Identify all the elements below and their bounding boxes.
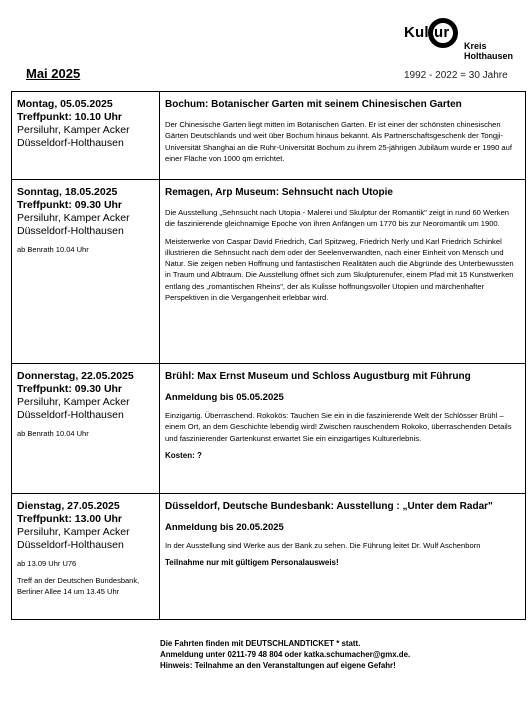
event-departure-note: ab 13.09 Uhr U76 <box>17 559 77 568</box>
event-cost: Kosten: ? <box>165 450 202 460</box>
event-details <box>160 494 526 620</box>
event-day: Sonntag, 18.05.2025 <box>17 186 118 198</box>
event-title: Brühl: Max Ernst Museum und Schloss Augustburg mit Führung <box>165 371 471 382</box>
event-day: Donnerstag, 22.05.2025 <box>17 370 134 382</box>
event-meta <box>12 364 160 494</box>
event-details <box>160 364 526 494</box>
footer-registration-contact: Anmeldung unter 0211-79 48 804 oder katka.schumacher@gmx.de. <box>160 650 411 659</box>
event-meeting-time: Treffpunkt: 10.10 Uhr <box>17 111 123 123</box>
logo-kultur-text: Kultur <box>404 24 450 41</box>
event-row <box>12 494 526 620</box>
event-meeting-time: Treffpunkt: 09.30 Uhr <box>17 383 123 395</box>
event-departure-note: ab Benrath 10.04 Uhr <box>17 429 89 438</box>
logo-kreis-text: Kreis <box>464 41 487 51</box>
event-meeting-point-note: Treff an der Deutschen Bundesbank, Berliner Allee 14 um 13.45 Uhr <box>17 576 140 596</box>
program-table <box>11 91 526 620</box>
event-description: Die Ausstellung „Sehnsucht nach Utopia - Malerei und Skulptur der Romantik" zeigt in rund 60 Werken die faszinierende gleichnamige Epoche von ihren Anfängen um 1770 bis zur Neoromantik um 1900. <box>165 208 510 229</box>
event-details <box>160 180 526 364</box>
event-meta <box>12 92 160 180</box>
event-title: Düsseldorf, Deutsche Bundesbank: Ausstellung : „Unter dem Radar" <box>165 501 493 512</box>
month-heading: Mai 2025 <box>26 66 81 81</box>
event-day: Dienstag, 27.05.2025 <box>17 500 120 512</box>
event-row <box>12 364 526 494</box>
event-id-warning: Teilnahme nur mit gültigem Personalausweis! <box>165 558 339 568</box>
footer-ticket-note: Die Fahrten finden mit DEUTSCHLANDTICKET * statt. <box>160 639 361 648</box>
event-place-2: Düsseldorf-Holthausen <box>17 409 124 421</box>
event-meeting-time: Treffpunkt: 09.30 Uhr <box>17 199 123 211</box>
footer-notes <box>160 638 410 671</box>
event-description-2: Meisterwerke von Caspar David Friedrich, Carl Spitzweg, Friedrich Nerly und Karl Friedrich Schinkel illustrieren die Sehnsucht nach dem oder der Seelenverwandten, nach einer Einheit von Mensch und Natur. Sie zeigen neben Hoffnung und fantastischen Realitäten auch die Abgründe des Unterbewussten in Traum und Albtraum. Die Ausstellung öffnet sich zum Skulpturenufer, einem Pfad mit 15 Kunstwerken entlang des „romantischen Rheins", der als Kulisse hoffnungsvoller Utopien und märchenhafter Perspektiven in die Vergangenheit erlebbar wird. <box>165 236 514 303</box>
logo-holthausen-text: Holthausen <box>464 51 514 61</box>
event-row <box>12 180 526 364</box>
event-place-1: Persiluhr, Kamper Acker <box>17 124 130 136</box>
event-place-1: Persiluhr, Kamper Acker <box>17 396 130 408</box>
event-details <box>160 92 526 180</box>
event-place-1: Persiluhr, Kamper Acker <box>17 526 130 538</box>
kulturkreis-logo <box>404 14 528 84</box>
event-day: Montag, 05.05.2025 <box>17 98 113 110</box>
event-departure-note: ab Benrath 10.04 Uhr <box>17 245 89 254</box>
event-registration-deadline: Anmeldung bis 20.05.2025 <box>165 522 284 533</box>
event-description: Der Chinesische Garten liegt mitten im Botanischen Garten. Er ist einer der schönsten chinesischen Gärten Deutschlands und weit über Bochum hinaus bekannt. Als Partnerschaftsgeschenk der Tongji-Universität Shanghai an die Ruhr-Universität Bochum zu ihrem 25-jährigen Jubiläum wurde er 1990 auf einer Fläche von 1000 qm errichtet. <box>165 120 512 163</box>
event-row <box>12 92 526 180</box>
event-place-2: Düsseldorf-Holthausen <box>17 137 124 149</box>
event-meeting-time: Treffpunkt: 13.00 Uhr <box>17 513 123 525</box>
event-title: Bochum: Botanischer Garten mit seinem Chinesischen Garten <box>165 99 462 110</box>
event-description: In der Ausstellung sind Werke aus der Bank zu sehen. Die Führung leitet Dr. Wulf Aschenborn <box>165 541 481 550</box>
event-description: Einzigartig. Überraschend. Rokokös: Tauchen Sie ein in die faszinierende Welt der Schlösser Brühl – einem Ort, an dem Geschichte lebendig wird! Zwischen rauschendem Rokoko, überraschenden Details und faszinierender Gartenkunst erwartet Sie ein einzigartiges Kulturerlebnis. <box>165 411 512 443</box>
event-place-2: Düsseldorf-Holthausen <box>17 225 124 237</box>
footer-disclaimer: Hinweis: Teilnahme an den Veranstaltungen auf eigene Gefahr! <box>160 661 396 670</box>
event-place-2: Düsseldorf-Holthausen <box>17 539 124 551</box>
event-meta <box>12 180 160 364</box>
event-title: Remagen, Arp Museum: Sehnsucht nach Utopie <box>165 187 393 198</box>
event-registration-deadline: Anmeldung bis 05.05.2025 <box>165 392 284 403</box>
event-place-1: Persiluhr, Kamper Acker <box>17 212 130 224</box>
event-meta <box>12 494 160 620</box>
logo-anniversary: 1992 - 2022 = 30 Jahre <box>404 70 508 81</box>
